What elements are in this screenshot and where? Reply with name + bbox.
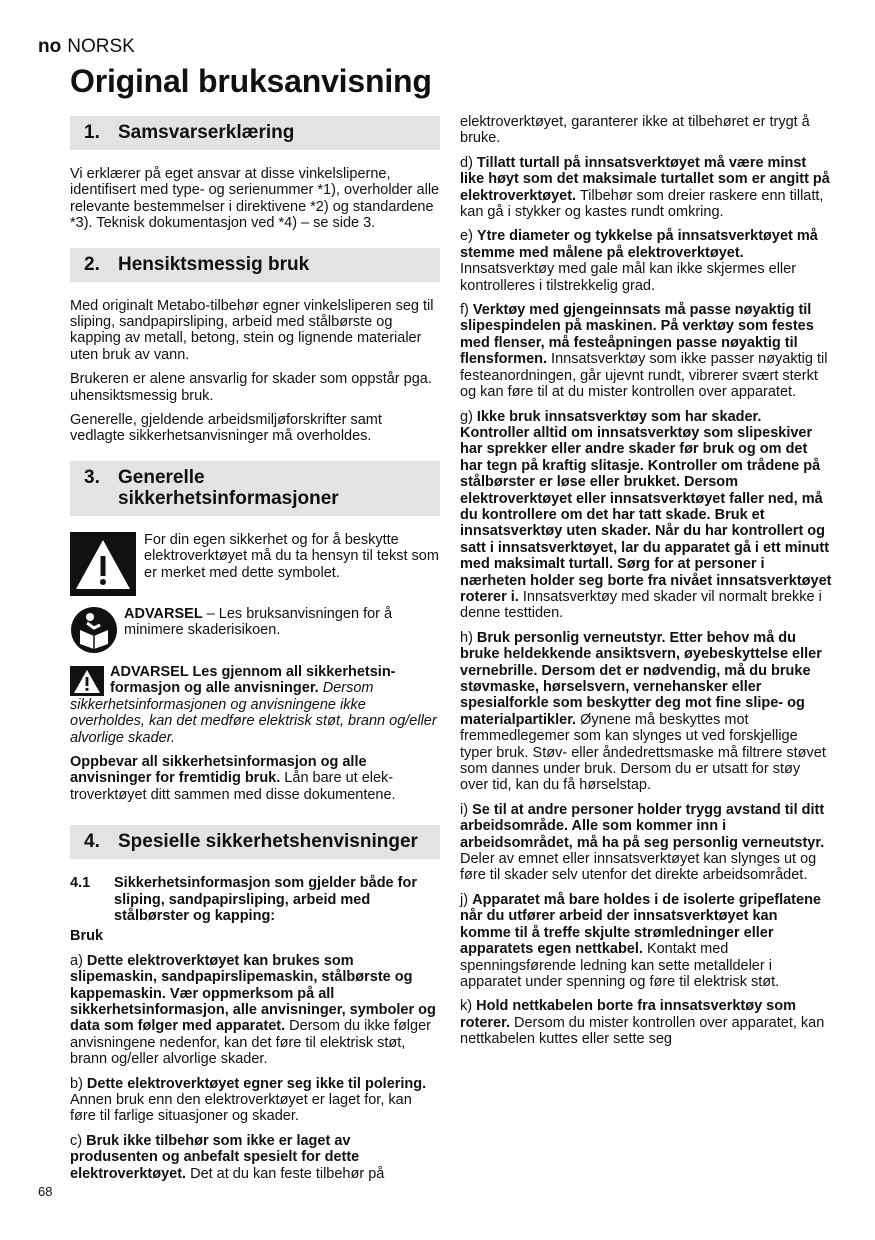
advarsel-manual-text: – Les bruksanvisningen for å minimere skaderisikoen. [124, 605, 393, 639]
subsection-4-1: 4.1 Sikkerhetsinformasjon som gjelder både for sliping, sandpapirsliping, arbeid med stålbørster og kapping: [70, 875, 417, 924]
small-warning-icon [70, 666, 104, 696]
keep-instructions-paragraph: Oppbevar all sikkerhetsinformasjon og alle anvisninger for fremtidig bruk. Lån bare ut elek- troverktøyet ditt sammen med disse dokumentene. [70, 753, 396, 803]
read-manual-icon [70, 606, 118, 654]
advarsel-warning-bold: ADVARSEL Les gjennom all sikkerhetsin- formasjon og alle anvisninger. [110, 663, 396, 697]
section-heading-4: 4. Spesielle sikkerhetshenvisninger [70, 825, 440, 859]
item-f: f) Verktøy med gjengeinnsats må passe nøyaktig til slipespindelen på maskinen. På verktøy som festes med flenser, må festeåpningen passe nøyaktig til flensformen. Innsatsverktøy som ikke passer nøyaktig til festeanordningen, går ujevnt rundt, vibrerer svært sterkt og kan føre til at du mister kontrollen over apparatet. [460, 302, 828, 401]
left-column [70, 114, 440, 1190]
intended-use-paragraph-1: Med originalt Metabo-tilbehør egner vinkelsliperen seg til sliping, sandpapirsliping, arbeid med stålbørste og kapping av metall, betong, stein og lignende materialer uten bruk av vann. [70, 297, 434, 363]
bruk-heading: Bruk [70, 928, 104, 945]
item-c: c) Bruk ikke tilbehør som ikke er laget av produsenten og anbefalt spesielt for dette elektroverktøyet. Det at du kan feste tilbehør på [70, 1132, 385, 1182]
conformity-paragraph: Vi erklærer på eget ansvar at disse vinkelsliperne, identifisert med type- og serienummer *1), overholder alle relevante bestemmelser i direktivene *2) og standardene *3). Teknisk dokumentasjon ved *4) – se side 3. [70, 166, 440, 232]
right-column [460, 114, 832, 1056]
item-a: a) Dette elektroverktøyet kan brukes som slipemaskin, sandpapirslipemaskin, stålbørste og kappemaskin. Vær oppmerksom på all sikkerhetsinformasjon, alle anvisninger, symboler og data som følger med apparatet. Dersom du ikke følger anvisningene nedenfor, kan det føre til elektrisk støt, brann og/eller alvorlige skader. [70, 952, 436, 1068]
advarsel-warning-italic: Dersom sikkerhetsinformasjonen og anvisningene ikke overholdes, kan det medføre elektrisk støt, brann og/eller alvorlige skader. [70, 680, 437, 746]
language-code: no [38, 36, 62, 57]
item-k: k) Hold nettkabelen borte fra innsatsverktøy som roterer. Dersom du mister kontrollen over apparatet, kan nettkabelen kuttes eller sette seg [460, 998, 825, 1048]
section-heading-1: 1. Samsvarserklæring [70, 116, 440, 150]
warning-triangle-icon [70, 532, 136, 596]
item-j: j) Apparatet må bare holdes i de isolerte gripeflatene når du utfører arbeid der innsatsverktøyet kan komme til å treffe skjulte strømledninger eller apparatets egen nettkabel. Kontakt med spenningsførende ledning kan sette metalldeler i apparatet under spenning og føre til elektrisk støt. [460, 891, 821, 990]
symbol-note-text: For din egen sikkerhet og for å beskytte elektroverktøyet må du ta hensyn til tekst som er merket med dette symbolet. [144, 531, 439, 581]
item-e: e) Ytre diameter og tykkelse på innsatsverktøyet må stemme med målene på elektroverktøyet. Innsatsverktøy med gale mål kan ikke skjermes eller kontrolleres i tilstrekkelig grad. [460, 228, 818, 294]
section-heading-3: 3. Generelle sikkerhetsinformasjoner [70, 461, 440, 516]
advarsel-warning-note [70, 664, 440, 746]
intended-use-paragraph-3: Generelle, gjeldende arbeidsmiljøforskrifter samt vedlagte sikkerhetsanvisninger må overholdes. [70, 412, 382, 445]
language-label [38, 36, 135, 58]
item-i: i) Se til at andre personer holder trygg avstand til ditt arbeidsområde. Alle som kommer inn i arbeidsområdet, må ha på seg personlig verneutstyr. Deler av emnet eller innsatsverktøyet kan slynges ut og føre til skader selv utenfor det direkte arbeidsområdet. [460, 801, 825, 884]
section-heading-2: 2. Hensiktsmessig bruk [70, 248, 440, 282]
item-c-continued: elektroverktøyet, garanterer ikke at tilbehøret er trygt å bruke. [460, 114, 810, 147]
item-d: d) Tillatt turtall på innsatsverktøyet må være minst like høyt som det maksimale turtallet som er angitt på elektroverktøyet. Tilbehør som dreier raskere enn tillatt, kan gå i stykker og kastes rundt omkring. [460, 154, 830, 221]
advarsel-label: ADVARSEL [124, 605, 203, 622]
intended-use-paragraph-2: Brukeren er alene ansvarlig for skader som oppstår pga. uhensiktsmessig bruk. [70, 371, 432, 404]
document-title: Original bruksanvisning [70, 63, 432, 99]
item-b: b) Dette elektroverktøyet egner seg ikke til polering. Annen bruk enn den elektroverktøyet er laget for, kan føre til farlige situasjoner og skader. [70, 1075, 427, 1125]
language-name: NORSK [67, 36, 135, 57]
advarsel-manual-note [70, 606, 440, 654]
item-h: h) Bruk personlig verneutstyr. Etter behov må du bruke heldekkende ansiktsvern, øyebeskyttelse eller vernebrille. Dersom det er nødvendig, må du bruke støvmaske, hørselsvern, vernehansker eller spesialforkle som beskytter deg mot fine slipe- og materialpartikler. Øynene må beskyttes mot fremmedlegemer som kan slynges ut ved forskjellige typer bruk. Støv- eller åndedrettsmaske må filtrere støvet som dannes under bruk. Dersom du er utsatt for støy over tid, kan du få hørselstap. [460, 629, 826, 794]
symbol-note [70, 532, 440, 596]
item-g: g) Ikke bruk innsatsverktøy som har skader. Kontroller alltid om innsatsverktøy som slipeskiver har sprekker eller andre skader før bruk og om det har tegn på kraftig slitasje. Kontroller om trådene på stålbørster er løse eller brukket. Dersom elektroverktøyet eller innsatsverktøyet faller ned, må du kontrollere om det har tatt skade. Bruk et innsatsverktøy uten skader. Når du har kontrollert og satt i innsatsverktøyet, lar du apparatet gå i ett minutt med maksimalt turtall. Sørg for at personer i nærheten holder seg borte fra nivået innsatsverktøyet roterer i. Innsatsverktøy med skader vil normalt brekke i denne testtiden. [460, 408, 832, 622]
page-number: 68 [38, 1184, 53, 1199]
